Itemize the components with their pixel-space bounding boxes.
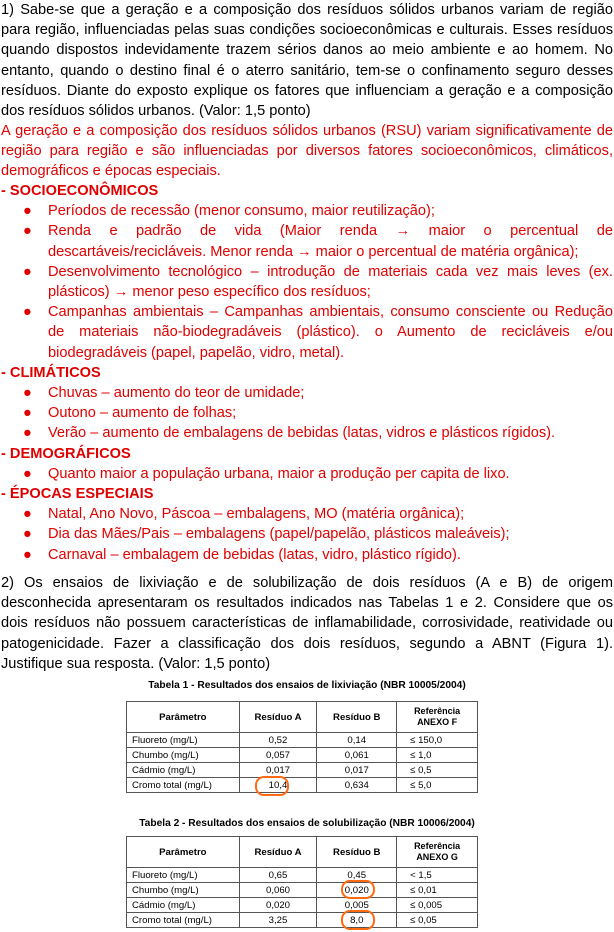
bullet-icon: ●	[23, 203, 32, 220]
bullet-icon: ●	[23, 465, 32, 482]
list-item: ● Outono – aumento de folhas;	[1, 403, 613, 423]
table-row: Cromo total (mg/L) 10,4 0,634 ≤ 5,0	[127, 778, 478, 793]
bullet-icon: ●	[23, 425, 32, 442]
list-item: ● Desenvolvimento tecnológico – introdução de materiais cada vez mais leves (ex. plásticos) → menor peso específico dos resíduos;	[23, 263, 613, 301]
question-1-text: 1) Sabe-se que a geração e a composição dos resíduos sólidos urbanos variam de região para região, influenciadas pelas suas condições socioeconômicas e culturais. Esses resíduos quando dispostos indevidamente trazem sérios danos ao meio ambiente e ao homem. No entanto, quando o destino final é o aterro sanitário, tem-se o confinamento seguro desses resíduos. Diante do exposto explique os fatores que influenciam a geração e a composição dos resíduos sólidos urbanos. (Valor: 1,5 ponto)	[1, 2, 613, 120]
reference-label: Referência	[414, 841, 461, 851]
column-header	[397, 837, 478, 868]
column-header: Resíduo A	[239, 837, 317, 868]
bullet-icon: ●	[23, 223, 32, 240]
section-heading-socioeconomicos: - SOCIOECONÔMICOS	[1, 183, 159, 199]
list-item: ● Carnaval – embalagem de bebidas (latas, vidro, plástico rígido).	[1, 545, 613, 565]
column-header: Resíduo A	[239, 702, 317, 733]
annex-label: ANEXO G	[416, 852, 458, 862]
bullet-icon: ●	[23, 526, 32, 543]
column-header: Resíduo B	[317, 702, 397, 733]
answer-sections	[1, 181, 613, 565]
list-item: ● Períodos de recessão (menor consumo, maior reutilização);	[1, 201, 613, 221]
bullet-icon: ●	[23, 506, 32, 523]
section-list-epocas-especiais	[1, 504, 613, 565]
table-row: Chumbo (mg/L) 0,060 0,020 ≤ 0,01	[127, 883, 478, 898]
annex-label: ANEXO F	[417, 717, 458, 727]
table-row: Chumbo (mg/L) 0,057 0,061 ≤ 1,0	[127, 748, 478, 763]
list-item: ● Dia das Mães/Pais – embalagens (papel/papelão, plásticos maleáveis);	[1, 524, 613, 544]
list-item: ● Verão – aumento de embalagens de bebidas (latas, vidros e plásticos rígidos).	[1, 423, 613, 443]
list-item: ● Natal, Ano Novo, Páscoa – embalagens, MO (matéria orgânica);	[1, 504, 613, 524]
section-heading-epocas-especiais: - ÉPOCAS ESPECIAIS	[1, 486, 154, 503]
section-heading-climaticos: - CLIMÁTICOS	[1, 364, 101, 381]
table-row: Fluoreto (mg/L) 0,52 0,14 ≤ 150,0	[127, 733, 478, 748]
table-row: Cromo total (mg/L) 3,25 8,0 ≤ 0,05	[127, 913, 478, 928]
list-item: ● Campanhas ambientais – Campanhas ambientais, consumo consciente ou Redução de materiais não-biodegradáveis (plástico). o Aumento de recicláveis e/ou biodegradáveis (papel, papelão, vidro, metal).	[23, 304, 613, 361]
section-list-socioeconomicos	[1, 201, 613, 363]
highlight-circle	[341, 880, 375, 899]
table-row: Cádmio (mg/L) 0,020 0,005 ≤ 0,005	[127, 898, 478, 913]
section-heading-demograficos: - DEMOGRÁFICOS	[1, 445, 131, 462]
column-header: Resíduo B	[317, 837, 397, 868]
table-2	[126, 836, 478, 928]
table-2-title: Tabela 2 - Resultados dos ensaios de solubilização (NBR 10006/2004)	[139, 818, 475, 829]
table-row: Fluoreto (mg/L) 0,65 0,45 < 1,5	[127, 868, 478, 883]
bullet-icon: ●	[23, 405, 32, 422]
list-item: ● Chuvas – aumento do teor de umidade;	[1, 383, 613, 403]
column-header: Parâmetro	[127, 702, 240, 733]
table-1-title: Tabela 1 - Resultados dos ensaios de lixiviação (NBR 10005/2004)	[148, 680, 466, 691]
reference-label: Referência	[414, 706, 461, 716]
list-item: ● Renda e padrão de vida (Maior renda → maior o percentual de descartáveis/recicláveis. Menor renda → maior o percentual de matéria orgânica);	[23, 223, 613, 260]
highlight-circle	[341, 910, 375, 930]
bullet-icon: ●	[23, 304, 32, 321]
column-header: Parâmetro	[127, 837, 240, 868]
table-row: Cádmio (mg/L) 0,017 0,017 ≤ 0,5	[127, 763, 478, 778]
table-1	[126, 701, 478, 793]
column-header	[397, 702, 478, 733]
section-list-demograficos	[1, 464, 613, 484]
bullet-icon: ●	[23, 546, 32, 563]
section-list-climaticos	[1, 383, 613, 444]
answer-intro: A geração e a composição dos resíduos sólidos urbanos (RSU) variam significativamente de região para região e são influenciadas por diversos fatores socioeconômicos, climáticos, demográficos e épocas especiais.	[1, 123, 613, 180]
question-2-text: 2) Os ensaios de lixiviação e de solubilização de dois resíduos (A e B) de origem desconhecida apresentaram os resultados indicados nas Tabelas 1 e 2. Considere que os dois resíduos não possuem características de inflamabilidade, corrosividade, reatividade ou patogenicidade. Fazer a classificação dos dois resíduos, segundo a ABNT (Figura 1). Justifique sua resposta. (Valor: 1,5 ponto)	[1, 575, 613, 672]
bullet-icon: ●	[23, 263, 32, 280]
bullet-icon: ●	[23, 385, 32, 402]
highlight-circle	[255, 776, 289, 796]
list-item: ● Quanto maior a população urbana, maior a produção per capita de lixo.	[1, 464, 613, 484]
